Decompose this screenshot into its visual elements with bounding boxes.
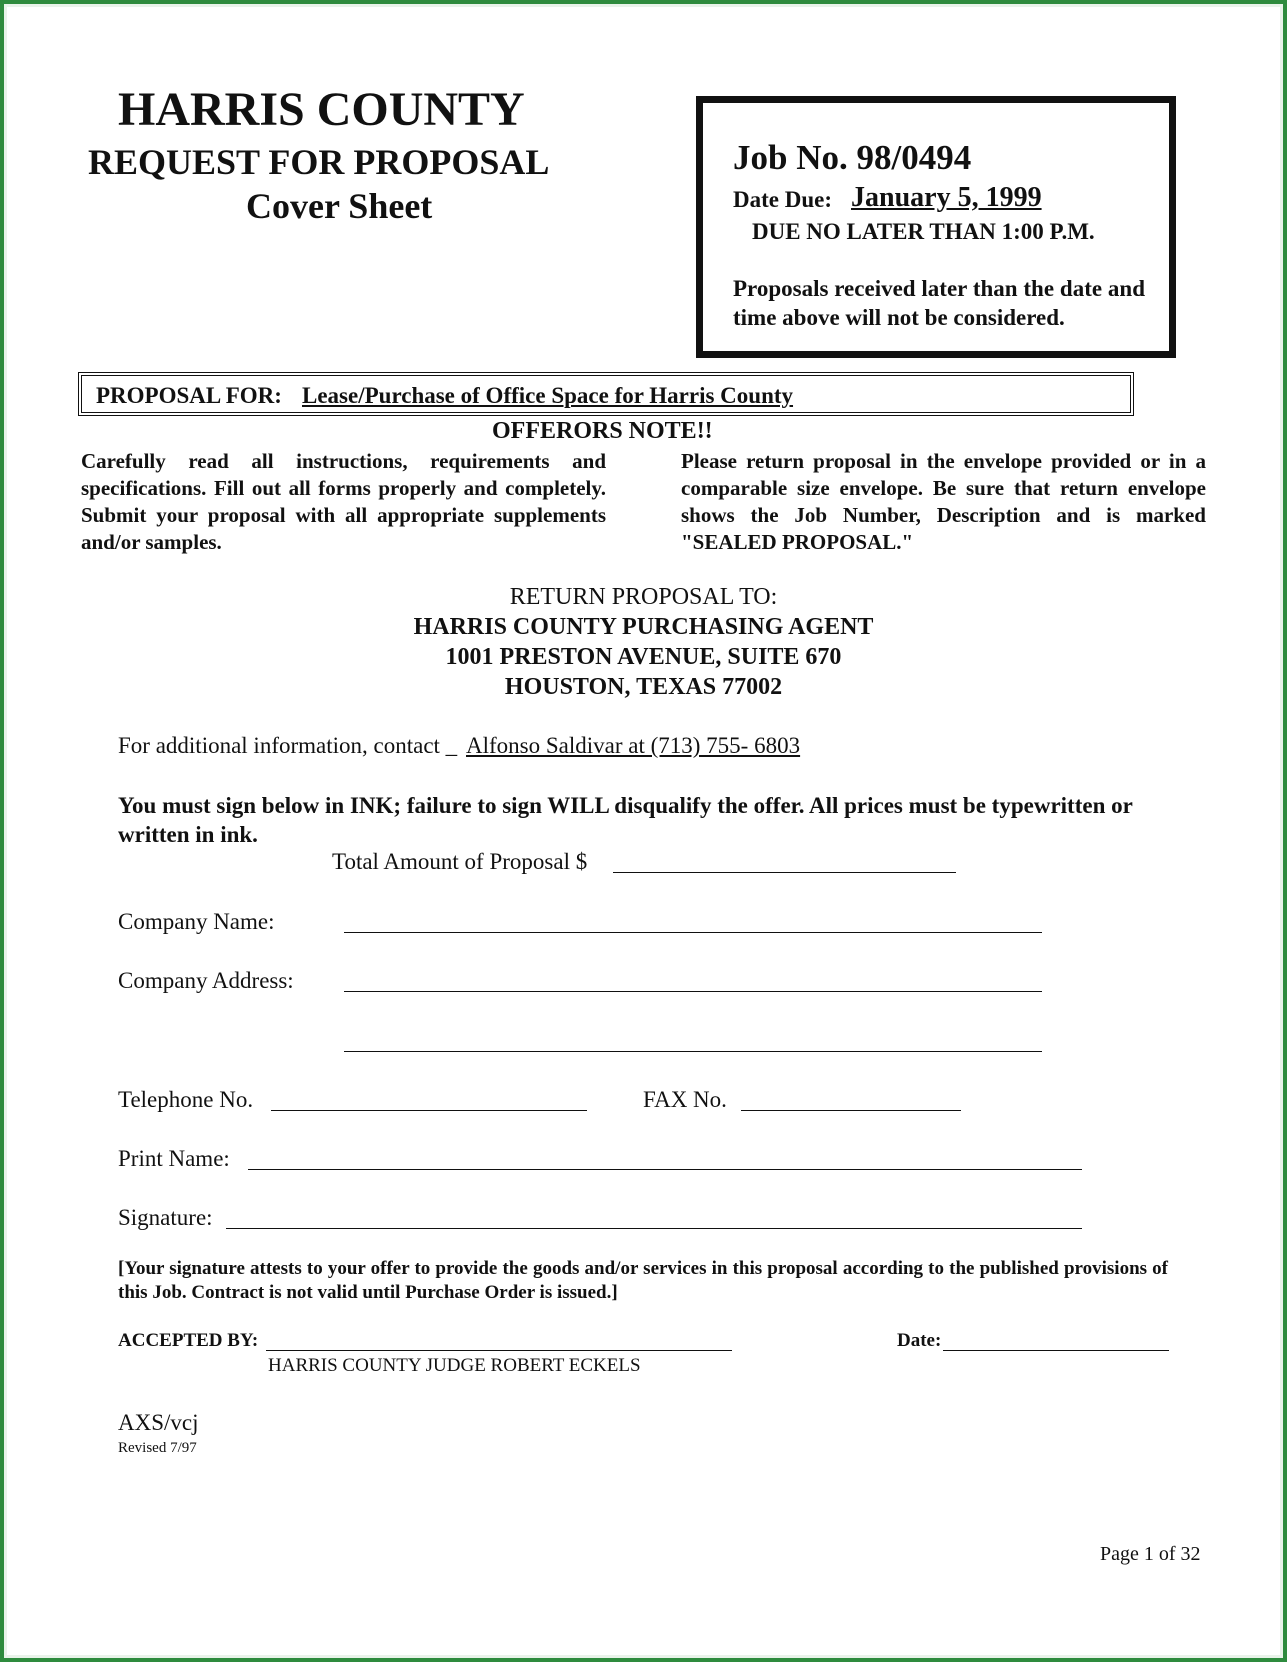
accepted-by-field[interactable]: [266, 1350, 732, 1351]
fax-field[interactable]: [741, 1110, 961, 1111]
date-due-value: January 5, 1999: [851, 182, 1042, 213]
proposal-for-label: PROPOSAL FOR:: [96, 383, 282, 408]
date-due-label: Date Due:: [733, 187, 832, 212]
signature-field[interactable]: [226, 1228, 1082, 1229]
company-name-label: Company Name:: [118, 909, 275, 934]
late-proposal-note: Proposals received later than the date and time above will not be considered.: [733, 276, 1145, 330]
offerors-note-left: Carefully read all instructions, requirements and specifications. Fill out all forms properly and completely. Submit your proposal with all appropriate supplements and/or samples.: [81, 449, 606, 554]
return-to-agency: HARRIS COUNTY PURCHASING AGENT: [413, 614, 874, 640]
contact-value: Alfonso Saldivar at (713) 755- 6803: [466, 733, 801, 758]
acceptance-date-field[interactable]: [943, 1350, 1169, 1351]
return-to-street: 1001 PRESTON AVENUE, SUITE 670: [445, 644, 842, 670]
telephone-label: Telephone No.: [118, 1087, 254, 1112]
sign-in-ink-note: You must sign below in INK; failure to sign WILL disqualify the offer. All prices must be typewritten or written in ink.: [118, 793, 1133, 847]
rfp-title: REQUEST FOR PROPOSAL: [88, 142, 550, 182]
print-name-label: Print Name:: [118, 1146, 230, 1171]
offerors-note-right: Please return proposal in the envelope provided or in a comparable size envelope. Be sure that return envelope shows the Job Number, Description and is marked "SEALED PROPOSAL.": [681, 449, 1206, 554]
due-deadline: DUE NO LATER THAN 1:00 P.M.: [752, 219, 1095, 244]
company-address-field-1[interactable]: [344, 991, 1042, 992]
return-to-title: RETURN PROPOSAL TO:: [509, 584, 778, 610]
company-address-label: Company Address:: [118, 968, 294, 993]
job-number: Job No. 98/0494: [733, 138, 972, 177]
total-amount-field[interactable]: [613, 872, 956, 873]
signature-label: Signature:: [118, 1205, 213, 1230]
offerors-note-title: OFFERORS NOTE!!: [492, 418, 713, 444]
fax-label: FAX No.: [643, 1087, 727, 1112]
acceptance-date-label: Date:: [897, 1330, 942, 1351]
county-title: HARRIS COUNTY: [118, 83, 525, 136]
page-number: Page 1 of 32: [1100, 1543, 1201, 1565]
judge-name: HARRIS COUNTY JUDGE ROBERT ECKELS: [268, 1355, 641, 1376]
revision-date: Revised 7/97: [118, 1440, 197, 1456]
print-name-field[interactable]: [248, 1169, 1082, 1170]
contact-label: For additional information, contact _: [118, 733, 458, 758]
signature-attestation: [Your signature attests to your offer to provide the goods and/or services in this proposal according to the published provisions of this Job. Contract is not valid until Purchase Order is issued.]: [118, 1258, 1168, 1303]
proposal-for-value: Lease/Purchase of Office Space for Harris County: [302, 383, 794, 408]
company-address-field-2[interactable]: [344, 1051, 1042, 1052]
total-amount-label: Total Amount of Proposal $: [332, 849, 588, 874]
company-name-field[interactable]: [344, 932, 1042, 933]
author-initials: AXS/vcj: [118, 1410, 199, 1435]
telephone-field[interactable]: [271, 1110, 587, 1111]
proposal-for-box: [78, 372, 1134, 416]
cover-sheet-title: Cover Sheet: [246, 186, 433, 226]
return-to-city: HOUSTON, TEXAS 77002: [504, 674, 783, 700]
accepted-by-label: ACCEPTED BY:: [118, 1330, 259, 1351]
job-info-box: [696, 96, 1176, 358]
